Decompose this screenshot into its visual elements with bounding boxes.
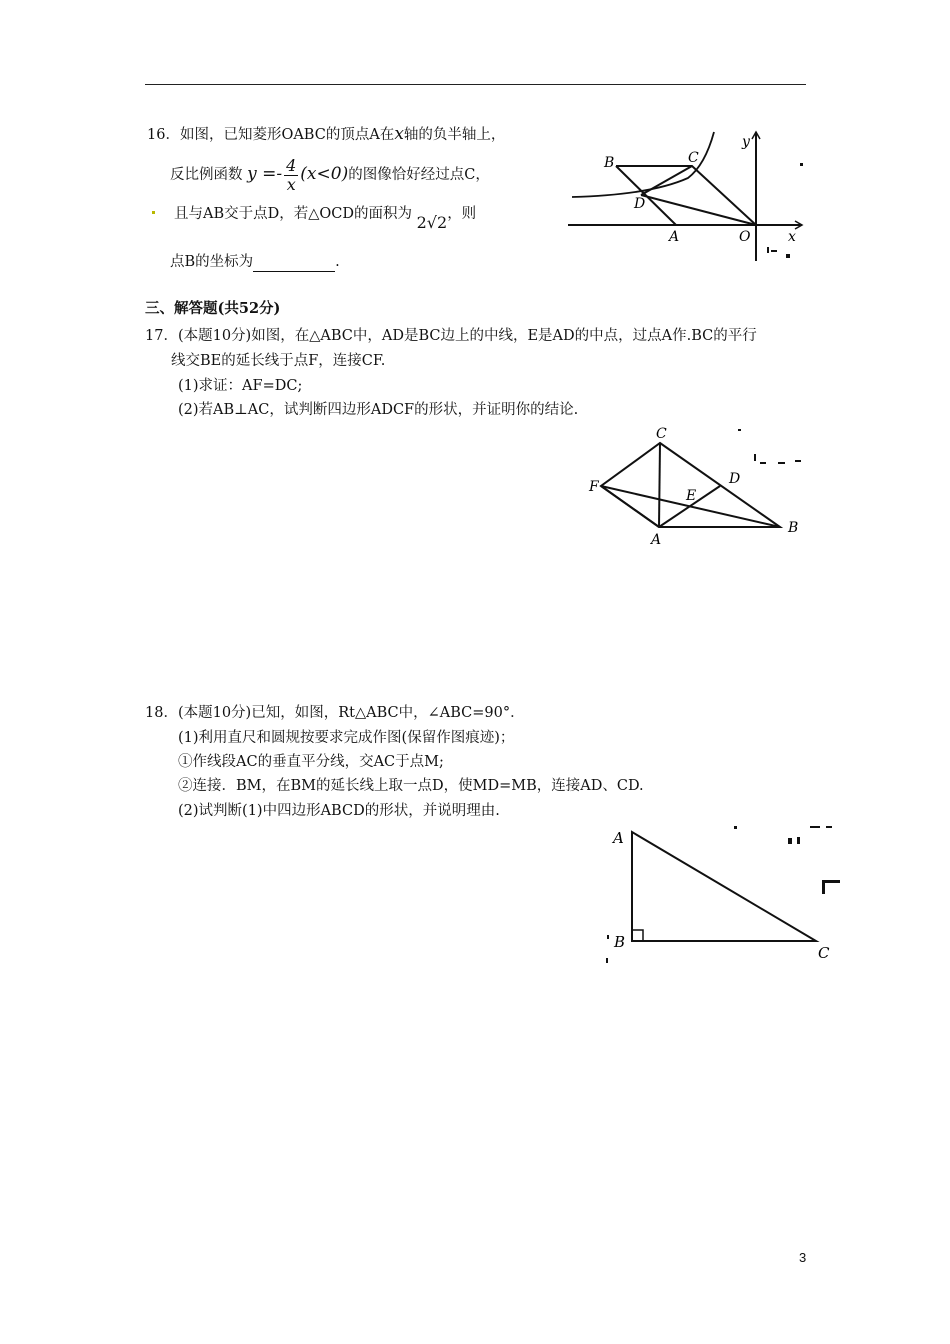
q18-figure bbox=[600, 815, 850, 975]
q18-line1: 18．(本题10分)已知，如图，Rt△ABC中，∠ABC=90°． bbox=[145, 705, 525, 721]
q18-part2: (2)试判断(1)中四边形ABCD的形状，并说明理由. bbox=[178, 803, 500, 819]
q18-step1: ①作线段AC的垂直平分线，交AC于点M; bbox=[178, 754, 444, 770]
header-rule bbox=[145, 84, 806, 85]
q17-part1: (1)求证：AF=DC; bbox=[178, 378, 303, 394]
label-O: O bbox=[739, 229, 751, 245]
q16-line2: 反比例函数 y =- $\frac{4}{x}$ (x<0)的图像恰好经过点C， bbox=[170, 155, 490, 194]
label-A: A bbox=[651, 532, 662, 548]
q16-line4: 点B的坐标为 . bbox=[170, 254, 340, 270]
q17-part2: (2)若AB⊥AC，试判断四边形ADCF的形状，并证明你的结论. bbox=[178, 402, 579, 418]
right-angle-mark bbox=[632, 930, 643, 941]
label-E: E bbox=[686, 488, 697, 504]
label-x: x bbox=[788, 229, 796, 245]
fraction-4-over-x: $\frac{4}{x}$ bbox=[286, 155, 297, 194]
label-C: C bbox=[818, 944, 830, 962]
label-D: D bbox=[729, 471, 741, 487]
q18-part1: (1)利用直尺和圆规按要求完成作图(保留作图痕迹)； bbox=[178, 730, 515, 746]
q17-figure bbox=[580, 420, 810, 560]
triangle-ABC bbox=[632, 832, 816, 941]
label-B: B bbox=[614, 933, 626, 951]
label-B: B bbox=[604, 155, 615, 171]
label-y: y bbox=[742, 134, 750, 150]
answer-blank[interactable] bbox=[253, 257, 335, 272]
label-F: F bbox=[589, 479, 599, 495]
label-D: D bbox=[634, 196, 646, 212]
label-C: C bbox=[688, 150, 699, 166]
page-number: 3 bbox=[799, 1250, 807, 1265]
label-A: A bbox=[669, 229, 680, 245]
q17-line1: 17．(本题10分)如图，在△ABC中，AD是BC边上的中线，E是AD的中点，过点A作.BC的平行 bbox=[145, 328, 757, 344]
label-C: C bbox=[656, 426, 667, 442]
q17-line2: 线交BE的延长线于点F，连接CF. bbox=[171, 353, 386, 369]
section-heading: 三、解答题(共52分) bbox=[145, 300, 281, 317]
q16-line3: 且与AB交于点D，若△OCD的面积为 2√2，则 bbox=[174, 206, 477, 232]
q16-line1: 16．如图，已知菱形OABC的顶点A在x轴的负半轴上， bbox=[147, 124, 506, 144]
outline-CFAB bbox=[601, 443, 780, 527]
segment-CA bbox=[659, 443, 660, 527]
stray-mark bbox=[152, 211, 155, 214]
label-B: B bbox=[788, 520, 799, 536]
q16-figure bbox=[562, 126, 812, 266]
q18-step2: ②连接．BM，在BM的延长线上取一点D，使MD=MB，连接AD、CD. bbox=[178, 778, 644, 794]
label-A: A bbox=[613, 829, 624, 847]
